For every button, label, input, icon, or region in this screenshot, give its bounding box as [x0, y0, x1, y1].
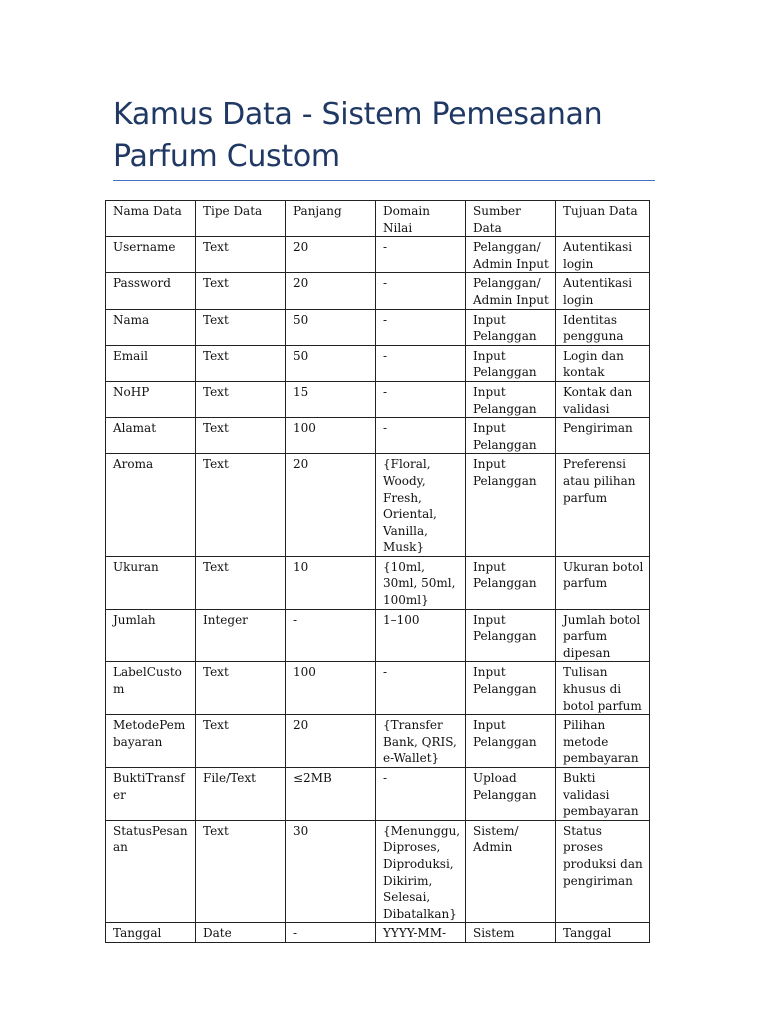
table-cell: Jumlah botol parfum dipesan	[556, 609, 650, 662]
table-cell: Status proses produksi dan pengiriman	[556, 820, 650, 923]
table-cell: Sistem	[466, 923, 556, 943]
table-cell: 100	[286, 662, 376, 715]
table-cell: {Floral, Woody, Fresh, Oriental, Vanilla, Musk}	[376, 454, 466, 557]
table-cell: Kontak dan validasi	[556, 381, 650, 417]
table-cell: Input Pelanggan	[466, 715, 556, 768]
table-cell: -	[376, 381, 466, 417]
table-cell: Pengiriman	[556, 418, 650, 454]
table-cell: Text	[196, 273, 286, 309]
table-cell: Input Pelanggan	[466, 556, 556, 609]
table-cell: Bukti validasi pembayaran	[556, 768, 650, 821]
table-cell: StatusPesanan	[106, 820, 196, 923]
table-cell: -	[286, 923, 376, 943]
table-cell: Text	[196, 715, 286, 768]
table-cell: ≤2MB	[286, 768, 376, 821]
table-cell: Integer	[196, 609, 286, 662]
table-row	[106, 418, 650, 454]
table-cell: Preferensi atau pilihan parfum	[556, 454, 650, 557]
table-cell: File/Text	[196, 768, 286, 821]
table-row	[106, 309, 650, 345]
table-cell: Input Pelanggan	[466, 418, 556, 454]
table-cell: 20	[286, 715, 376, 768]
table-cell: Text	[196, 418, 286, 454]
table-cell: 50	[286, 309, 376, 345]
table-cell: Autentikasi login	[556, 273, 650, 309]
table-cell: Date	[196, 923, 286, 943]
table-cell: Text	[196, 556, 286, 609]
table-cell: 15	[286, 381, 376, 417]
table-cell: Text	[196, 381, 286, 417]
table-cell: Text	[196, 237, 286, 273]
table-cell: Text	[196, 454, 286, 557]
table-cell: Input Pelanggan	[466, 381, 556, 417]
table-cell: Text	[196, 309, 286, 345]
table-cell: Email	[106, 345, 196, 381]
table-row	[106, 273, 650, 309]
header-cell: Sumber Data	[466, 201, 556, 237]
table-cell: -	[376, 345, 466, 381]
table-cell: -	[376, 418, 466, 454]
table-cell: -	[376, 273, 466, 309]
table-cell: 100	[286, 418, 376, 454]
table-cell: NoHP	[106, 381, 196, 417]
table-cell: 20	[286, 237, 376, 273]
table-row	[106, 715, 650, 768]
table-cell: -	[376, 662, 466, 715]
table-cell: 50	[286, 345, 376, 381]
table-cell: 10	[286, 556, 376, 609]
document-title: Kamus Data - Sistem Pemesanan Parfum Custom	[113, 97, 603, 174]
table-cell: Pilihan metode pembayaran	[556, 715, 650, 768]
table-cell: Nama	[106, 309, 196, 345]
table-cell: Input Pelanggan	[466, 454, 556, 557]
table-cell: -	[376, 309, 466, 345]
table-cell: Ukuran	[106, 556, 196, 609]
table-row	[106, 768, 650, 821]
table-row	[106, 662, 650, 715]
table-cell: Sistem/ Admin	[466, 820, 556, 923]
table-cell: Input Pelanggan	[466, 662, 556, 715]
table-row	[106, 454, 650, 557]
table-cell: 20	[286, 454, 376, 557]
table-cell: Pelanggan/ Admin Input	[466, 273, 556, 309]
table-cell: Jumlah	[106, 609, 196, 662]
table-cell: -	[286, 609, 376, 662]
table-row	[106, 556, 650, 609]
table-cell: Tanggal	[106, 923, 196, 943]
table-cell: {10ml, 30ml, 50ml, 100ml}	[376, 556, 466, 609]
table-cell: -	[376, 768, 466, 821]
header-cell: Tujuan Data	[556, 201, 650, 237]
table-row	[106, 609, 650, 662]
header-cell: Tipe Data	[196, 201, 286, 237]
table-cell: 20	[286, 273, 376, 309]
table-header-row	[106, 201, 650, 237]
table-cell: Pelanggan/ Admin Input	[466, 237, 556, 273]
table-cell: Upload Pelanggan	[466, 768, 556, 821]
table-cell: Input Pelanggan	[466, 309, 556, 345]
table-cell: Tulisan khusus di botol parfum	[556, 662, 650, 715]
table-cell: YYYY-MM-	[376, 923, 466, 943]
table-row	[106, 345, 650, 381]
table-cell: Password	[106, 273, 196, 309]
table-cell: 1–100	[376, 609, 466, 662]
table-cell: 30	[286, 820, 376, 923]
table-row	[106, 381, 650, 417]
table-cell: BuktiTransfer	[106, 768, 196, 821]
table-cell: {Transfer Bank, QRIS, e-Wallet}	[376, 715, 466, 768]
table-cell: Aroma	[106, 454, 196, 557]
header-cell: Nama Data	[106, 201, 196, 237]
table-cell: Alamat	[106, 418, 196, 454]
table-cell: Text	[196, 662, 286, 715]
title-underline	[113, 180, 655, 181]
table-cell: {Menunggu, Diproses, Diproduksi, Dikirim, Selesai, Dibatalkan}	[376, 820, 466, 923]
table-cell: Identitas pengguna	[556, 309, 650, 345]
table-cell: Ukuran botol parfum	[556, 556, 650, 609]
table-row	[106, 820, 650, 923]
table-cell: Input Pelanggan	[466, 345, 556, 381]
table-cell: Text	[196, 820, 286, 923]
table-cell: -	[376, 237, 466, 273]
table-cell: Autentikasi login	[556, 237, 650, 273]
table-row	[106, 923, 650, 943]
header-cell: Domain Nilai	[376, 201, 466, 237]
table-cell: Tanggal	[556, 923, 650, 943]
table-row	[106, 237, 650, 273]
table-cell: Input Pelanggan	[466, 609, 556, 662]
data-dictionary-table	[105, 200, 650, 943]
table-cell: Login dan kontak	[556, 345, 650, 381]
header-cell: Panjang	[286, 201, 376, 237]
table-cell: MetodePembayaran	[106, 715, 196, 768]
table-cell: Text	[196, 345, 286, 381]
table-cell: Username	[106, 237, 196, 273]
table-cell: LabelCustom	[106, 662, 196, 715]
